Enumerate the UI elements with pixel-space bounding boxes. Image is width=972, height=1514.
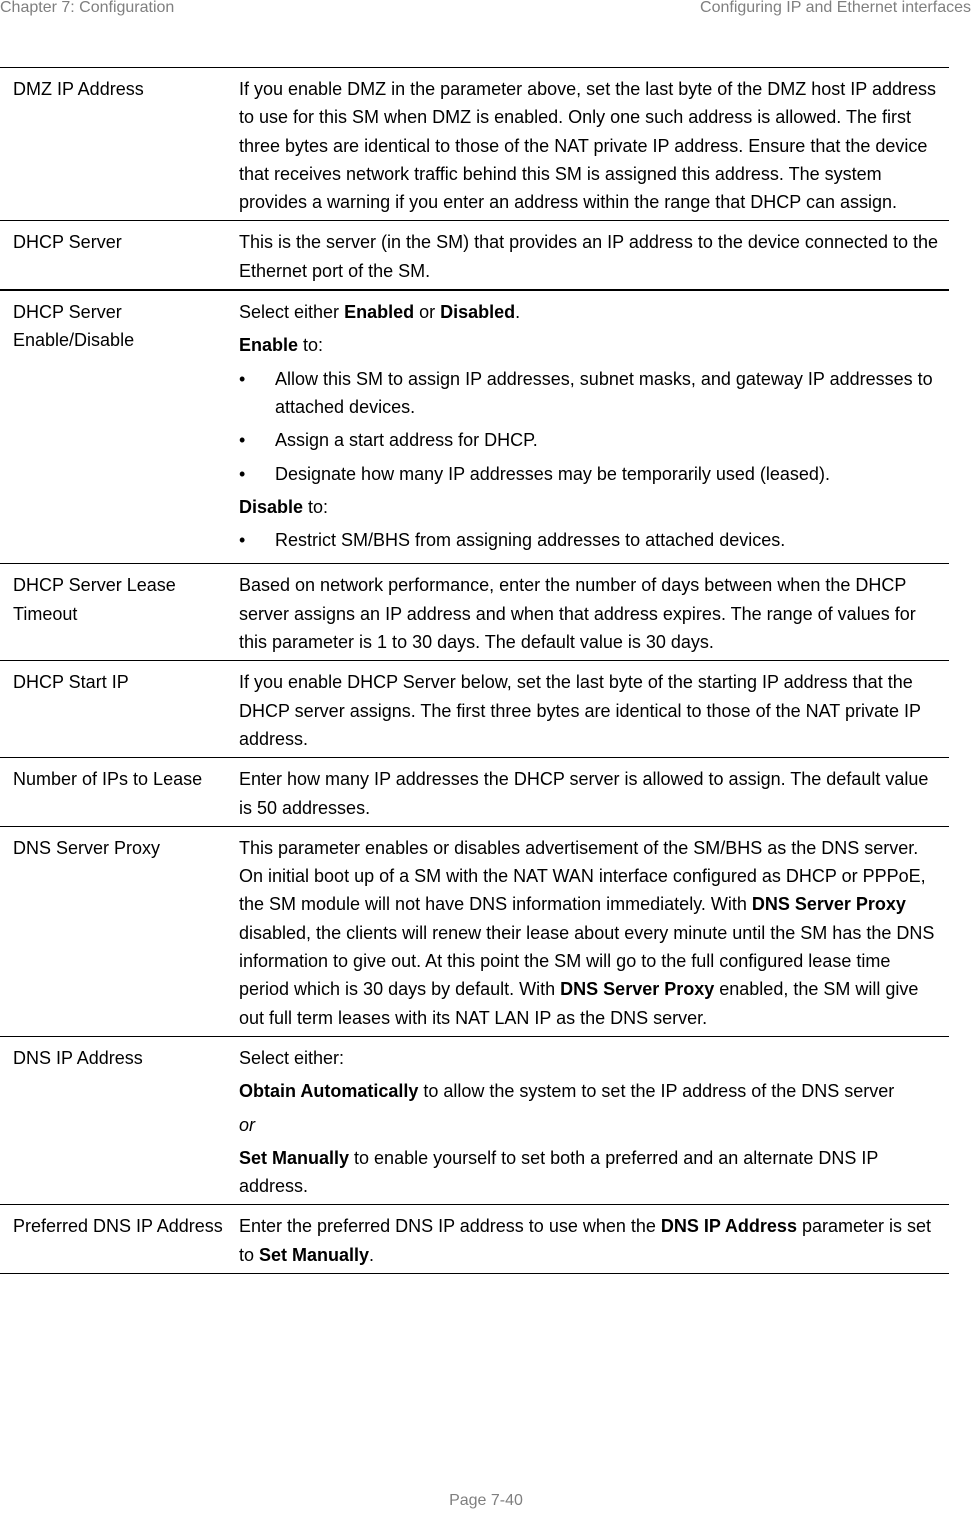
parameter-table [0,67,949,1274]
parameter-name: DNS IP Address [0,1036,226,1204]
table-row [0,68,949,221]
table-row [0,826,949,1036]
table-row [0,661,949,758]
bullet-icon: • [239,368,246,389]
select-line: Select either: [239,1047,345,1068]
disable-heading: Disable to: [239,496,329,517]
parameter-description [226,1036,949,1204]
parameter-name: DHCP Start IP [0,661,226,758]
parameter-name: DHCP Server Enable/Disable [0,290,226,564]
parameter-description: Enter how many IP addresses the DHCP server is allowed to assign. The default value is 50 addresses. [226,758,949,827]
parameter-description: Based on network performance, enter the number of days between when the DHCP server assigns an IP address and when that address expires. The range of values for this parameter is 1 to 30 days. The default value is 30 days. [226,564,949,661]
option-separator: or [239,1114,256,1135]
chapter-title: Chapter 7: Configuration [0,0,175,16]
disable-list [239,526,941,554]
list-item: • Allow this SM to assign IP addresses, subnet masks, and gateway IP addresses to attached devices. [239,365,941,422]
parameter-name: DHCP Server Lease Timeout [0,564,226,661]
table-row [0,221,949,290]
parameter-description: This parameter enables or disables advertisement of the SM/BHS as the DNS server. On initial boot up of a SM with the NAT WAN interface configured as DHCP or PPPoE, the SM module will not have DNS information immediately. With DNS Server Proxy disabled, the clients will renew their lease about every minute until the SM has the DNS information to give out. At this point the SM will go to the full configured lease time period which is 30 days by default. With DNS Server Proxy enabled, the SM will give out full term leases with its NAT LAN IP as the DNS server. [226,826,949,1036]
section-title: Configuring IP and Ethernet interfaces [700,0,971,16]
option-manual: Set Manually to enable yourself to set both a preferred and an alternate DNS IP address. [239,1147,879,1197]
parameter-name: DHCP Server [0,221,226,290]
enable-list [239,365,941,488]
bullet-icon: • [239,463,246,484]
table-row [0,564,949,661]
table-row [0,1036,949,1204]
bullet-icon: • [239,430,246,451]
page-header [0,0,972,22]
select-line: Select either Enabled or Disabled. [239,302,521,323]
parameter-description: If you enable DHCP Server below, set the last byte of the starting IP address that the DHCP server assigns. The first three bytes are identical to those of the NAT private IP address. [226,661,949,758]
bullet-icon: • [239,530,246,551]
page-number: Page 7-40 [449,1492,523,1509]
parameter-description: Enter the preferred DNS IP address to use when the DNS IP Address parameter is set to Set Manually. [226,1205,949,1274]
list-item: • Restrict SM/BHS from assigning addresses to attached devices. [239,526,941,554]
parameter-name: Preferred DNS IP Address [0,1205,226,1274]
parameter-description [226,290,949,564]
enable-heading: Enable to: [239,335,324,356]
parameter-name: Number of IPs to Lease [0,758,226,827]
parameter-name: DMZ IP Address [0,68,226,221]
list-item: • Designate how many IP addresses may be temporarily used (leased). [239,460,941,488]
parameter-description: This is the server (in the SM) that provides an IP address to the device connected to the Ethernet port of the SM. [226,221,949,290]
parameter-description: If you enable DMZ in the parameter above, set the last byte of the DMZ host IP address to use for this SM when DMZ is enabled. Only one such address is allowed. The first three bytes are identical to those of the NAT private IP address. Ensure that the device that receives network traffic behind this SM is assigned this address. The system provides a warning if you enter an address within the range that DHCP can assign. [226,68,949,221]
table-row [0,290,949,564]
list-item: • Assign a start address for DHCP. [239,426,941,454]
table-row [0,758,949,827]
parameter-name: DNS Server Proxy [0,826,226,1036]
option-automatic: Obtain Automatically to allow the system to set the IP address of the DNS server [239,1081,895,1102]
table-row [0,1205,949,1274]
